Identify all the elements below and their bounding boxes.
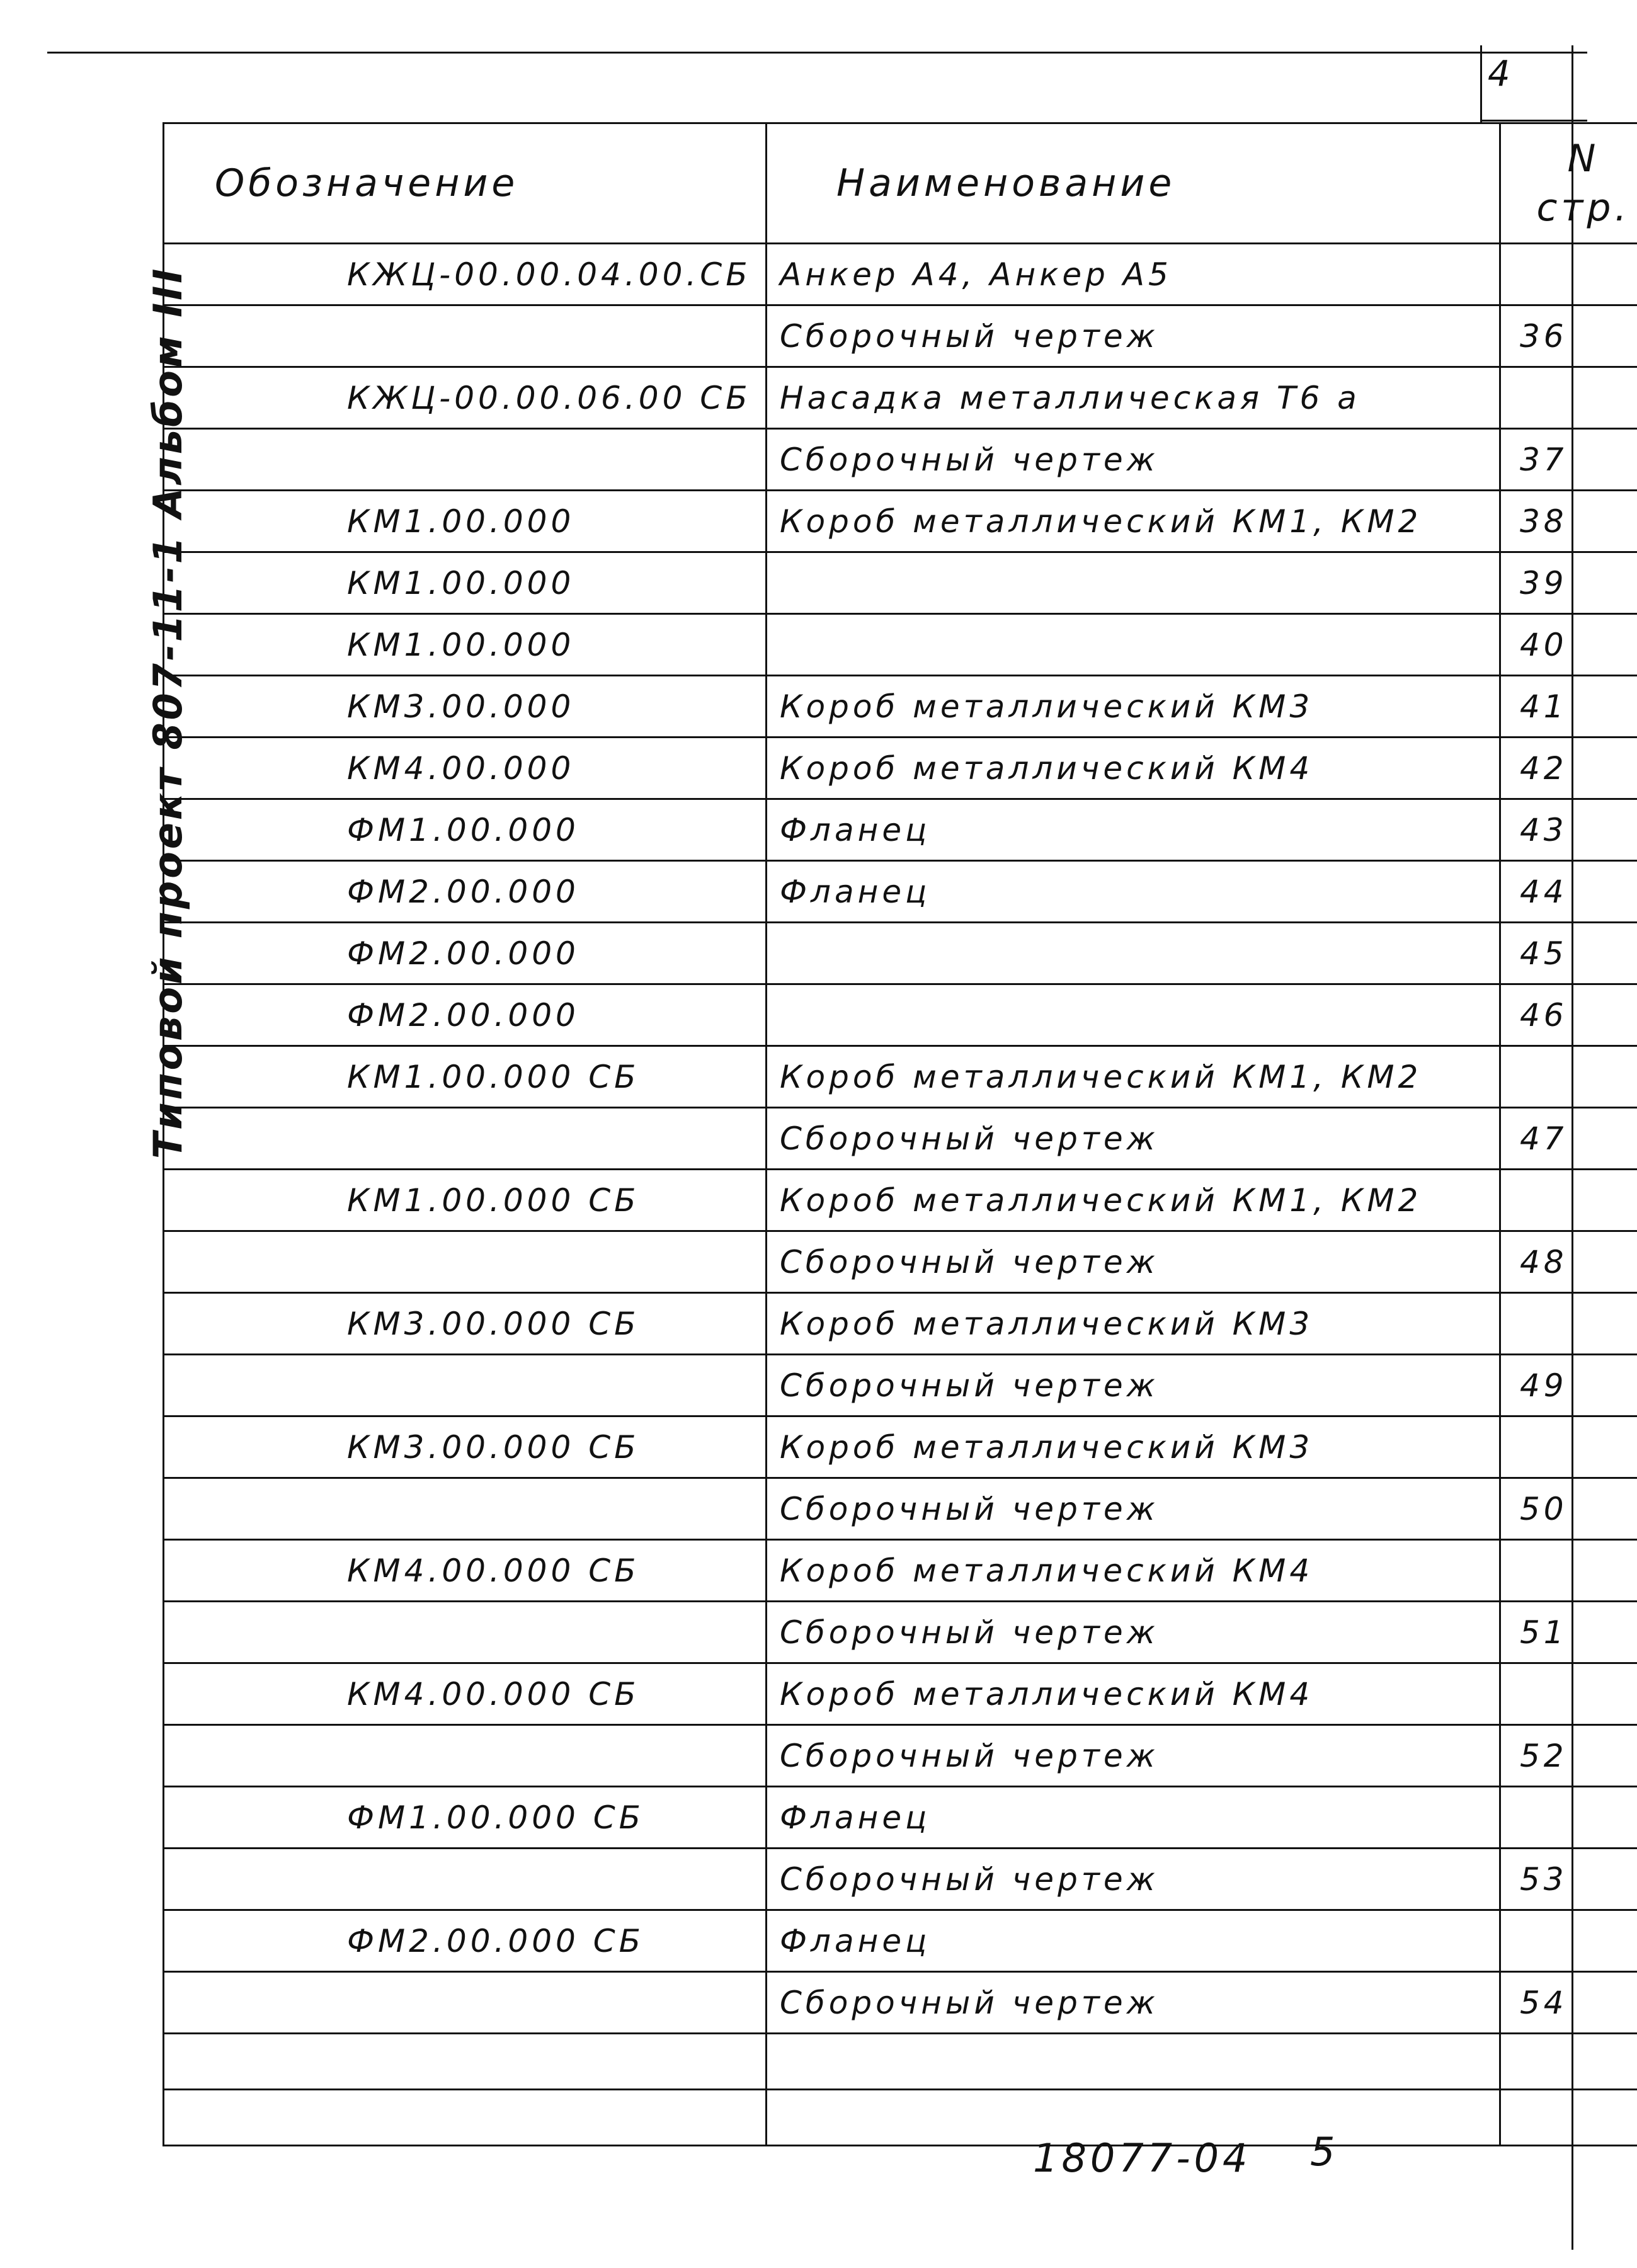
row-designation xyxy=(164,429,767,491)
row-designation: КМ1.00.000 СБ xyxy=(164,1046,767,1108)
row-name: Фланец xyxy=(767,1910,1500,1972)
row-name xyxy=(767,984,1500,1046)
table-row xyxy=(164,676,1637,738)
row-page: 49 xyxy=(1500,1355,1637,1416)
row-page: 40 xyxy=(1500,614,1637,676)
table-row xyxy=(164,1787,1637,1849)
table-row xyxy=(164,1972,1637,2034)
row-designation: КМ3.00.000 СБ xyxy=(164,1293,767,1355)
table-row xyxy=(164,984,1637,1046)
row-page xyxy=(1500,2090,1637,2146)
row-name: Короб металлический КМ3 xyxy=(767,1293,1500,1355)
row-name: Короб металлический КМ4 xyxy=(767,738,1500,799)
row-designation xyxy=(164,2090,767,2146)
row-designation: ФМ1.00.000 СБ xyxy=(164,1787,767,1849)
table-row xyxy=(164,1046,1637,1108)
row-designation xyxy=(164,1849,767,1910)
row-name: Короб металлический КМ1, КМ2 xyxy=(767,491,1500,552)
row-page xyxy=(1500,1170,1637,1231)
row-designation: КМ4.00.000 xyxy=(164,738,767,799)
row-page xyxy=(1500,1910,1637,1972)
row-page xyxy=(1500,1787,1637,1849)
table-row xyxy=(164,429,1637,491)
row-page: 38 xyxy=(1500,491,1637,552)
row-page xyxy=(1500,2034,1637,2090)
row-designation: КМ4.00.000 СБ xyxy=(164,1663,767,1725)
row-page: 53 xyxy=(1500,1849,1637,1910)
row-page: 51 xyxy=(1500,1602,1637,1663)
row-page xyxy=(1500,1293,1637,1355)
table-row xyxy=(164,1108,1637,1170)
table-row xyxy=(164,923,1637,984)
header-page-abbr: стр. xyxy=(1536,186,1631,230)
row-designation: КЖЦ-00.00.06.00 СБ xyxy=(164,367,767,429)
row-designation: КМ1.00.000 xyxy=(164,491,767,552)
row-name: Сборочный чертеж xyxy=(767,429,1500,491)
row-designation xyxy=(164,1725,767,1787)
row-page: 48 xyxy=(1500,1231,1637,1293)
row-designation: ФМ2.00.000 xyxy=(164,923,767,984)
row-page xyxy=(1500,1540,1637,1602)
row-page: 45 xyxy=(1500,923,1637,984)
table-row xyxy=(164,552,1637,614)
row-page: 54 xyxy=(1500,1972,1637,2034)
table-row xyxy=(164,2034,1637,2090)
row-name: Короб металлический КМ4 xyxy=(767,1540,1500,1602)
table-row xyxy=(164,305,1637,367)
table-row xyxy=(164,861,1637,923)
header-page xyxy=(1500,123,1637,244)
row-page: 43 xyxy=(1500,799,1637,861)
row-name: Сборочный чертеж xyxy=(767,305,1500,367)
sheet-number: 5 xyxy=(1310,2129,1339,2175)
row-name xyxy=(767,614,1500,676)
table-row xyxy=(164,1663,1637,1725)
row-page xyxy=(1500,244,1637,305)
row-page: 47 xyxy=(1500,1108,1637,1170)
row-name: Сборочный чертеж xyxy=(767,1725,1500,1787)
row-name: Фланец xyxy=(767,861,1500,923)
page-number: 4 xyxy=(1488,54,1514,94)
row-page xyxy=(1500,1416,1637,1478)
table-row xyxy=(164,244,1637,305)
row-page xyxy=(1500,1046,1637,1108)
row-designation xyxy=(164,1231,767,1293)
row-page: 41 xyxy=(1500,676,1637,738)
row-designation: КЖЦ-00.00.04.00.СБ xyxy=(164,244,767,305)
table-row xyxy=(164,1416,1637,1478)
row-page xyxy=(1500,367,1637,429)
row-name: Фланец xyxy=(767,799,1500,861)
row-page: 42 xyxy=(1500,738,1637,799)
row-page: 36 xyxy=(1500,305,1637,367)
table-row xyxy=(164,1602,1637,1663)
row-designation xyxy=(164,1355,767,1416)
row-page: 39 xyxy=(1500,552,1637,614)
row-designation xyxy=(164,1478,767,1540)
row-name: Сборочный чертеж xyxy=(767,1231,1500,1293)
row-name xyxy=(767,552,1500,614)
row-page xyxy=(1500,1663,1637,1725)
table-row xyxy=(164,1849,1637,1910)
row-designation: КМ1.00.000 СБ xyxy=(164,1170,767,1231)
row-name: Сборочный чертеж xyxy=(767,1972,1500,2034)
row-name xyxy=(767,2034,1500,2090)
row-designation: ФМ1.00.000 xyxy=(164,799,767,861)
table-row xyxy=(164,1293,1637,1355)
row-name: Сборочный чертеж xyxy=(767,1355,1500,1416)
row-page: 37 xyxy=(1500,429,1637,491)
row-name: Короб металлический КМ3 xyxy=(767,1416,1500,1478)
table-row xyxy=(164,1725,1637,1787)
row-page: 50 xyxy=(1500,1478,1637,1540)
row-name: Фланец xyxy=(767,1787,1500,1849)
header-designation: Обозначение xyxy=(164,123,767,244)
table-row xyxy=(164,799,1637,861)
row-name: Сборочный чертеж xyxy=(767,1108,1500,1170)
row-page: 52 xyxy=(1500,1725,1637,1787)
table-row xyxy=(164,491,1637,552)
row-designation xyxy=(164,1972,767,2034)
row-page: 46 xyxy=(1500,984,1637,1046)
row-name: Сборочный чертеж xyxy=(767,1478,1500,1540)
row-designation: ФМ2.00.000 СБ xyxy=(164,1910,767,1972)
header-page-no: N xyxy=(1567,137,1600,181)
table-row xyxy=(164,2090,1637,2146)
table-row xyxy=(164,1231,1637,1293)
row-designation: КМ3.00.000 xyxy=(164,676,767,738)
document-code: 18077-04 xyxy=(1033,2135,1252,2181)
row-designation: КМ1.00.000 xyxy=(164,552,767,614)
row-designation: ФМ2.00.000 xyxy=(164,984,767,1046)
table-header xyxy=(164,123,1637,244)
table-row xyxy=(164,614,1637,676)
side-label: Типовой проект 807-11-1 Альбом III xyxy=(145,266,191,1159)
row-designation: КМ4.00.000 СБ xyxy=(164,1540,767,1602)
row-designation: ФМ2.00.000 xyxy=(164,861,767,923)
row-name: Насадка металлическая Т6 а xyxy=(767,367,1500,429)
row-designation xyxy=(164,2034,767,2090)
row-name xyxy=(767,923,1500,984)
table-row xyxy=(164,738,1637,799)
page-number-box-left xyxy=(1480,45,1482,122)
row-designation xyxy=(164,305,767,367)
table-row xyxy=(164,1540,1637,1602)
row-designation xyxy=(164,1108,767,1170)
header-name: Наименование xyxy=(767,123,1500,244)
row-name: Сборочный чертеж xyxy=(767,1602,1500,1663)
top-rule xyxy=(47,52,1587,54)
table-row xyxy=(164,367,1637,429)
row-name: Короб металлический КМ1, КМ2 xyxy=(767,1046,1500,1108)
row-designation: КМ3.00.000 СБ xyxy=(164,1416,767,1478)
row-page: 44 xyxy=(1500,861,1637,923)
table-row xyxy=(164,1170,1637,1231)
table-row xyxy=(164,1910,1637,1972)
row-name: Короб металлический КМ4 xyxy=(767,1663,1500,1725)
row-name: Сборочный чертеж xyxy=(767,1849,1500,1910)
table-row xyxy=(164,1355,1637,1416)
row-name: Короб металлический КМ3 xyxy=(767,676,1500,738)
row-name: Анкер А4, Анкер А5 xyxy=(767,244,1500,305)
row-designation: КМ1.00.000 xyxy=(164,614,767,676)
table-row xyxy=(164,1478,1637,1540)
row-designation xyxy=(164,1602,767,1663)
contents-table xyxy=(163,122,1637,2146)
row-name: Короб металлический КМ1, КМ2 xyxy=(767,1170,1500,1231)
